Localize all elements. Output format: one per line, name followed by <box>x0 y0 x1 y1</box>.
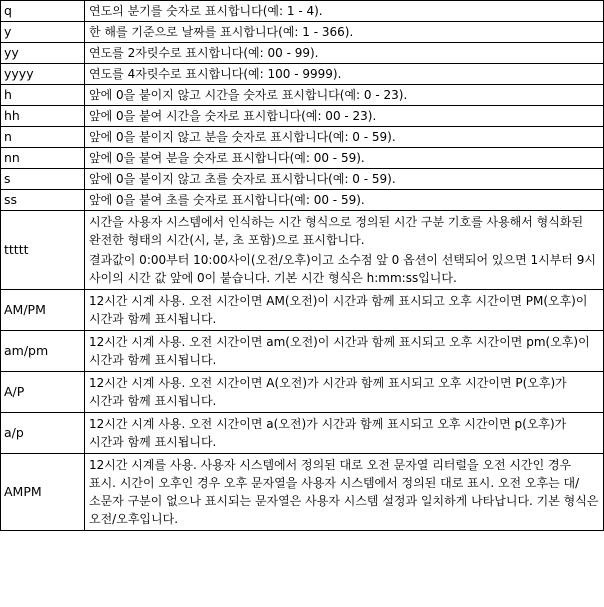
description-text: 앞에 0을 붙이지 않고 시간을 숫자로 표시합니다(예: 0 - 23). <box>89 88 408 102</box>
description-text: 연도를 4자릿수로 표시합니다(예: 100 - 9999). <box>89 67 342 81</box>
table-row <box>1 169 604 190</box>
description-text: 한 해를 기준으로 날짜를 표시합니다(예: 1 - 366). <box>89 25 354 39</box>
description-cell <box>85 127 604 148</box>
format-code-cell: am/pm <box>1 331 85 372</box>
description-text: 12시간 시계 사용. 오전 시간이면 a(오전)가 시간과 함께 표시되고 오후 시간이면 p(오후)가 시간과 함께 표시됩니다. <box>89 417 567 449</box>
table-body <box>1 1 604 531</box>
description-text: 앞에 0을 붙여 초를 숫자로 표시합니다(예: 00 - 59). <box>89 193 365 207</box>
table-row <box>1 372 604 413</box>
description-cell <box>85 22 604 43</box>
description-cell <box>85 190 604 211</box>
table-row <box>1 85 604 106</box>
format-code-cell: yyyy <box>1 64 85 85</box>
table-row <box>1 148 604 169</box>
description-cell <box>85 106 604 127</box>
format-code-cell: n <box>1 127 85 148</box>
format-code-cell: ss <box>1 190 85 211</box>
format-code-cell: s <box>1 169 85 190</box>
description-text: 연도를 2자릿수로 표시합니다(예: 00 - 99). <box>89 46 319 60</box>
table-row <box>1 331 604 372</box>
description-text: 앞에 0을 붙여 시간을 숫자로 표시합니다(예: 00 - 23). <box>89 109 377 123</box>
format-code-cell: AM/PM <box>1 290 85 331</box>
description-cell <box>85 148 604 169</box>
description-cell <box>85 454 604 531</box>
format-code-cell: hh <box>1 106 85 127</box>
description-cell <box>85 85 604 106</box>
table-row <box>1 190 604 211</box>
description-text: 시간을 사용자 시스템에서 인식하는 시간 형식으로 정의된 시간 구분 기호를 사용해서 형식화된 완전한 형태의 시간(시, 분, 초 포함)으로 표시합니다. <box>89 215 584 247</box>
description-cell <box>85 331 604 372</box>
description-cell <box>85 413 604 454</box>
table-row <box>1 127 604 148</box>
format-code-cell: y <box>1 22 85 43</box>
table-row <box>1 43 604 64</box>
format-code-cell: a/p <box>1 413 85 454</box>
description-text: 앞에 0을 붙여 분을 숫자로 표시합니다(예: 00 - 59). <box>89 151 365 165</box>
description-text: 12시간 시계를 사용. 사용자 시스템에서 정의된 대로 오전 문자열 리터럴을 오전 시간인 경우 표시. 시간이 오후인 경우 오후 문자열을 사용자 시스템에서 정의된 대로 표시. 오전 오후는 대/소문자 구분이 없으나 표시되는 문자열은 사용자 시스템 설정과 일치하게 나타납니다. 기본 형식은 오전/오후입니다. <box>89 458 599 526</box>
description-text: 12시간 시계 사용. 오전 시간이면 A(오전)가 시간과 함께 표시되고 오후 시간이면 P(오후)가 시간과 함께 표시됩니다. <box>89 376 567 408</box>
description-text: 12시간 시계 사용. 오전 시간이면 am(오전)이 시간과 함께 표시되고 오후 시간이면 pm(오후)이 시간과 함께 표시됩니다. <box>89 335 590 367</box>
table-row <box>1 454 604 531</box>
table-row <box>1 64 604 85</box>
description-text: 12시간 시계 사용. 오전 시간이면 AM(오전)이 시간과 함께 표시되고 오후 시간이면 PM(오후)이 시간과 함께 표시됩니다. <box>89 294 588 326</box>
format-code-cell: q <box>1 1 85 22</box>
table-row <box>1 413 604 454</box>
description-text: 앞에 0을 붙이지 않고 분을 숫자로 표시합니다(예: 0 - 59). <box>89 130 396 144</box>
description-cell <box>85 372 604 413</box>
description-cell <box>85 64 604 85</box>
table-row <box>1 1 604 22</box>
description-cell <box>85 211 604 290</box>
format-code-cell: nn <box>1 148 85 169</box>
table-row <box>1 22 604 43</box>
table-row <box>1 290 604 331</box>
format-code-cell: A/P <box>1 372 85 413</box>
format-code-cell: h <box>1 85 85 106</box>
description-cell <box>85 1 604 22</box>
description-cell <box>85 290 604 331</box>
description-text: 연도의 분기를 숫자로 표시합니다(예: 1 - 4). <box>89 4 323 18</box>
format-code-cell: ttttt <box>1 211 85 290</box>
description-text: 앞에 0을 붙이지 않고 초를 숫자로 표시합니다(예: 0 - 59). <box>89 172 396 186</box>
format-code-cell: yy <box>1 43 85 64</box>
description-cell <box>85 43 604 64</box>
description-cell <box>85 169 604 190</box>
format-code-cell: AMPM <box>1 454 85 531</box>
table-row <box>1 106 604 127</box>
description-text: 결과값이 0:00부터 10:00사이(오전/오후)이고 소수점 앞 0 옵션이 선택되어 있으면 1시부터 9시 사이의 시간 값 앞에 0이 붙습니다. 기본 시간 형식은 h:mm:ss입니다. <box>89 253 596 285</box>
table-row <box>1 211 604 290</box>
